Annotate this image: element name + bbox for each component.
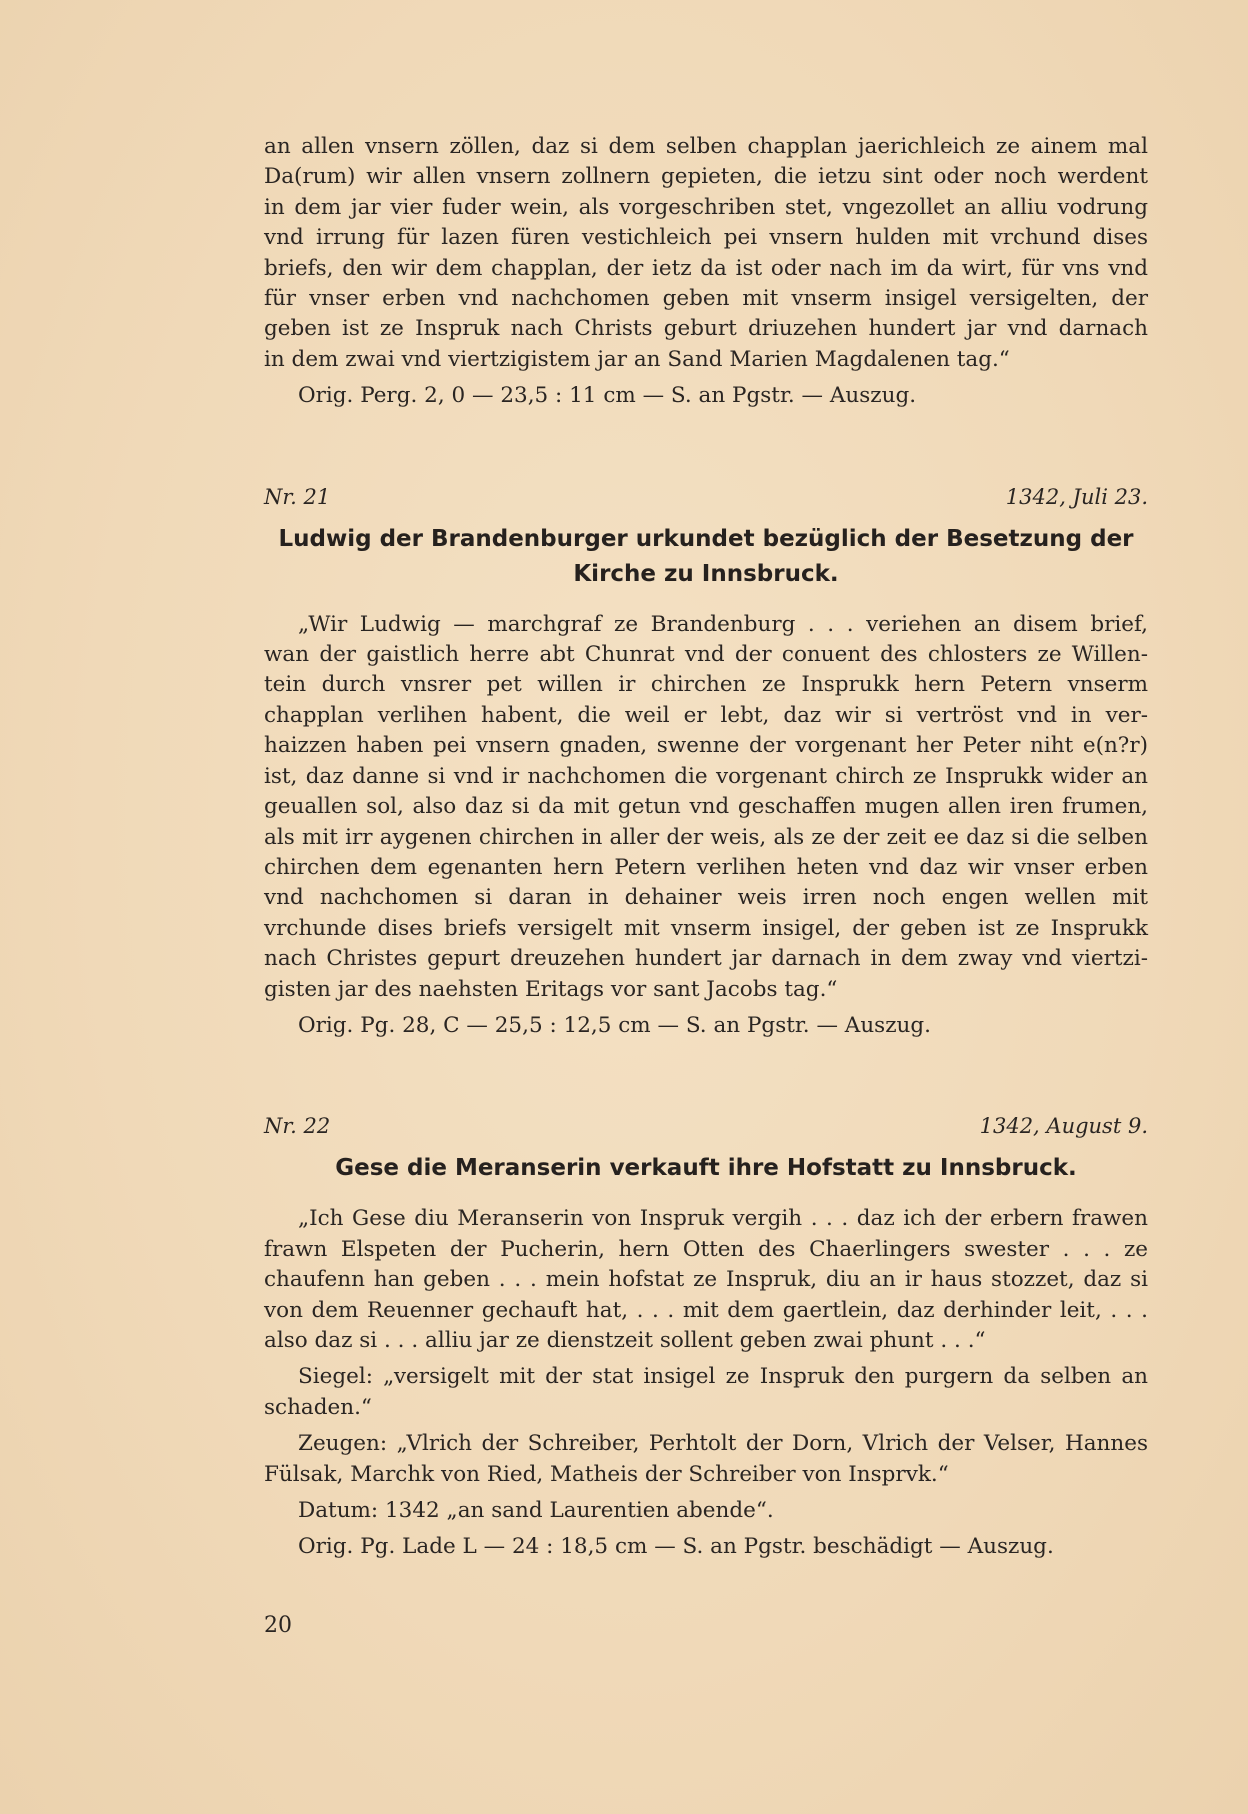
text-line: geuallen sol, also daz si da mit getun vnd geschaffen mugen allen iren frumen,: [264, 794, 1148, 820]
entry-title-line: Kirche zu Innsbruck.: [573, 560, 839, 587]
entry-nr-21: [264, 482, 1148, 1042]
text-line: tein durch vnsrer pet willen ir chirchen ze Insprukk hern Petern vnserm: [264, 672, 1148, 698]
text-line: gisten jar des naehsten Eritags vor sant Jacobs tag.“: [264, 976, 838, 1002]
text-line: geben ist ze Inspruk nach Christs geburt driuzehen hundert jar vnd darnach: [264, 316, 1148, 342]
entry-title: [264, 1151, 1148, 1186]
source-note: Orig. Pg. 28, C — 25,5 : 12,5 cm — S. an Pgstr. — Auszug.: [298, 1012, 931, 1038]
entry-text: [264, 610, 1148, 1005]
page-number: 20: [264, 1613, 292, 1638]
text-line: in dem zwai vnd viertzigistem jar an Sand Marien Magdalenen tag.“: [264, 346, 1010, 372]
text-line: wan der gaistlich herre abt Chunrat vnd der conuent des chlosters ze Willen-: [264, 642, 1148, 668]
text-line: Fülsak, Marchk von Ried, Matheis der Schreiber von Insprvk.“: [264, 1461, 949, 1487]
text-line: für vnser erben vnd nachchomen geben mit vnserm insigel versigelten, der: [264, 286, 1148, 312]
text-line: ist, daz danne si vnd ir nachchomen die vorgenant chirch ze Insprukk wider an: [264, 763, 1148, 789]
text-line: nach Christes gepurt dreuzehen hundert jar darnach in dem zway vnd viertzi-: [264, 946, 1148, 972]
seal-note: [264, 1362, 1148, 1423]
entry-number: Nr. 22: [264, 1114, 331, 1139]
text-line: vnd irrung für lazen füren vestichleich pei vnsern hulden mit vrchund dises: [264, 225, 1148, 251]
text-line: an allen vnsern zöllen, daz si dem selben chapplan jaerichleich ze ainem mal: [264, 134, 1148, 159]
entry-title-line: Gese die Meranserin verkauft ihre Hofstatt zu Innsbruck.: [335, 1155, 1077, 1182]
text-line: chirchen dem egenanten hern Petern verlihen heten vnd daz wir vnser erben: [264, 854, 1148, 880]
text-line: vnd nachchomen si daran in dehainer weis irren noch engen wellen mit: [264, 885, 1148, 911]
text-line: chaufenn han geben . . . mein hofstat ze Inspruk, diu an ir haus stozzet, daz si: [264, 1267, 1148, 1293]
entry-title-line: Ludwig der Brandenburger urkundet bezüglich der Besetzung der: [278, 525, 1134, 552]
witness-note: [264, 1429, 1148, 1490]
text-line: haizzen haben pei vnsern gnaden, swenne der vorgenant her Peter niht e(n?r): [264, 733, 1148, 759]
text-line: chapplan verlihen habent, die weil er lebt, daz wir si vertröst vnd in ver-: [264, 702, 1148, 728]
text-line: „Wir Ludwig — marchgraf ze Brandenburg . . . veriehen an disem brief,: [298, 611, 1148, 637]
text-line: also daz si . . . alliu jar ze dienstzeit sollent geben zwai phunt . . .“: [264, 1327, 986, 1353]
text-line: vrchunde dises briefs versigelt mit vnserm insigel, der geben ist ze Insprukk: [264, 915, 1148, 941]
continuation-text: [264, 132, 1148, 375]
entry-header: [264, 1111, 1148, 1141]
source-note: Orig. Perg. 2, 0 — 23,5 : 11 cm — S. an Pgstr. — Auszug.: [298, 383, 917, 409]
text-line: als mit irr aygenen chirchen in aller der weis, als ze der zeit ee daz si die selben: [264, 824, 1148, 850]
text-line: briefs, den wir dem chapplan, der ietz da ist oder nach im da wirt, für vns vnd: [264, 255, 1148, 281]
source-note: Orig. Pg. Lade L — 24 : 18,5 cm — S. an Pgstr. beschädigt — Auszug.: [298, 1534, 1054, 1560]
text-line: Zeugen: „Vlrich der Schreiber, Perhtolt der Dorn, Vlrich der Velser, Hannes: [298, 1431, 1148, 1457]
text-line: „Ich Gese diu Meranserin von Inspruk vergih . . . daz ich der erbern frawen: [298, 1206, 1148, 1232]
text-line: Da(rum) wir allen vnsern zollnern gepieten, die ietzu sint oder noch werdent: [264, 164, 1148, 190]
entry-date: 1342, Juli 23.: [1005, 484, 1148, 509]
text-line: in dem jar vier fuder wein, als vorgeschriben stet, vngezollet an alliu vodrung: [264, 194, 1148, 220]
text-line: frawn Elspeten der Pucherin, hern Otten des Chaerlingers swester . . . ze: [264, 1236, 1148, 1262]
entry-text: [264, 1204, 1148, 1356]
document-page: [264, 132, 1148, 1563]
date-note: Datum: 1342 „an sand Laurentien abende“.: [298, 1498, 774, 1523]
text-line: schaden.“: [264, 1394, 372, 1420]
entry-date: 1342, August 9.: [979, 1114, 1148, 1139]
entry-header: [264, 482, 1148, 512]
entry-nr-22: [264, 1111, 1148, 1562]
entry-number: Nr. 21: [264, 484, 331, 509]
text-line: Siegel: „versigelt mit der stat insigel ze Inspruk den purgern da selben an: [298, 1364, 1148, 1390]
entry-title: [264, 522, 1148, 592]
text-line: von dem Reuenner gechauft hat, . . . mit dem gaertlein, daz derhinder leit, . . .: [264, 1297, 1148, 1323]
